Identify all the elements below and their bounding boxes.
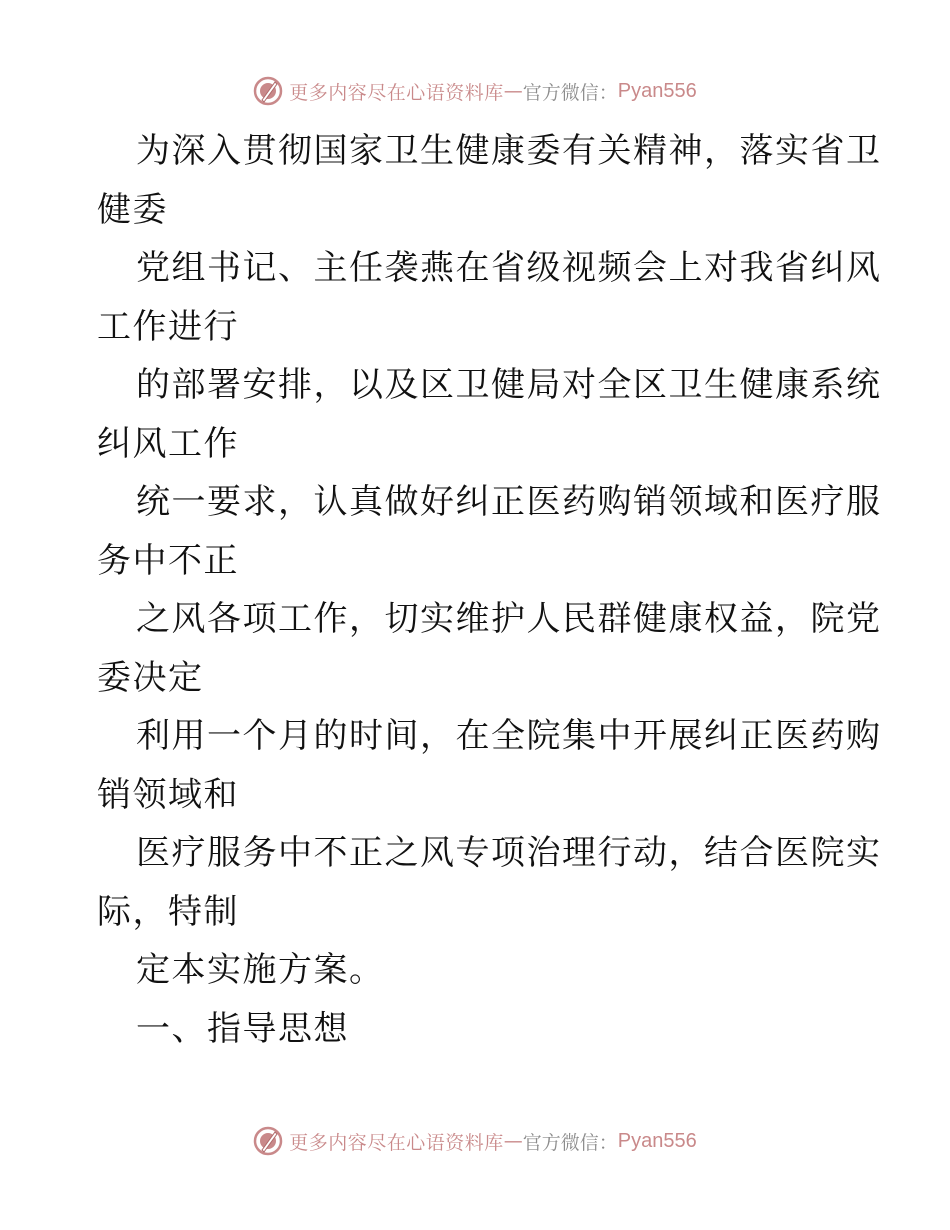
watermark-dash: — bbox=[503, 1130, 523, 1152]
body-line: 为深入贯彻国家卫生健康委有关精神，落实省卫 bbox=[136, 131, 882, 171]
watermark-wechat-label: 官方微信： bbox=[522, 1131, 618, 1154]
body-line: 健委 bbox=[97, 189, 168, 230]
watermark-wechat-id: Pyan556 bbox=[617, 1129, 697, 1152]
watermark-dash: — bbox=[503, 80, 523, 102]
watermark-text: 更多内容尽在心语资料库 bbox=[289, 1131, 504, 1154]
watermark-text: 更多内容尽在心语资料库 bbox=[289, 81, 504, 104]
body-line: 纠风工作 bbox=[97, 423, 239, 464]
body-line: 委决定 bbox=[97, 657, 204, 698]
quill-seal-logo-icon bbox=[253, 1126, 283, 1156]
body-line: 销领域和 bbox=[97, 774, 239, 815]
body-line: 利用一个月的时间，在全院集中开展纠正医药购 bbox=[136, 716, 882, 756]
body-line: 党组书记、主任袭燕在省级视频会上对我省纠风 bbox=[136, 248, 882, 288]
watermark-wechat-id: Pyan556 bbox=[617, 79, 697, 102]
quill-seal-logo-icon bbox=[253, 76, 283, 106]
body-line: 工作进行 bbox=[97, 306, 239, 347]
body-line: 定本实施方案。 bbox=[136, 950, 385, 990]
body-line: 的部署安排，以及区卫健局对全区卫生健康系统 bbox=[136, 365, 882, 405]
section-heading: 一、指导思想 bbox=[136, 1008, 349, 1049]
document-body bbox=[97, 122, 882, 1058]
header-watermark bbox=[0, 71, 950, 111]
footer-watermark bbox=[0, 1121, 950, 1161]
body-line: 际，特制 bbox=[97, 891, 239, 932]
body-line: 医疗服务中不正之风专项治理行动，结合医院实 bbox=[136, 833, 882, 873]
body-line: 统一要求，认真做好纠正医药购销领域和医疗服 bbox=[136, 482, 882, 522]
body-line: 务中不正 bbox=[97, 540, 239, 581]
body-line: 之风各项工作，切实维护人民群健康权益，院党 bbox=[136, 599, 882, 639]
watermark-wechat-label: 官方微信： bbox=[522, 81, 618, 104]
